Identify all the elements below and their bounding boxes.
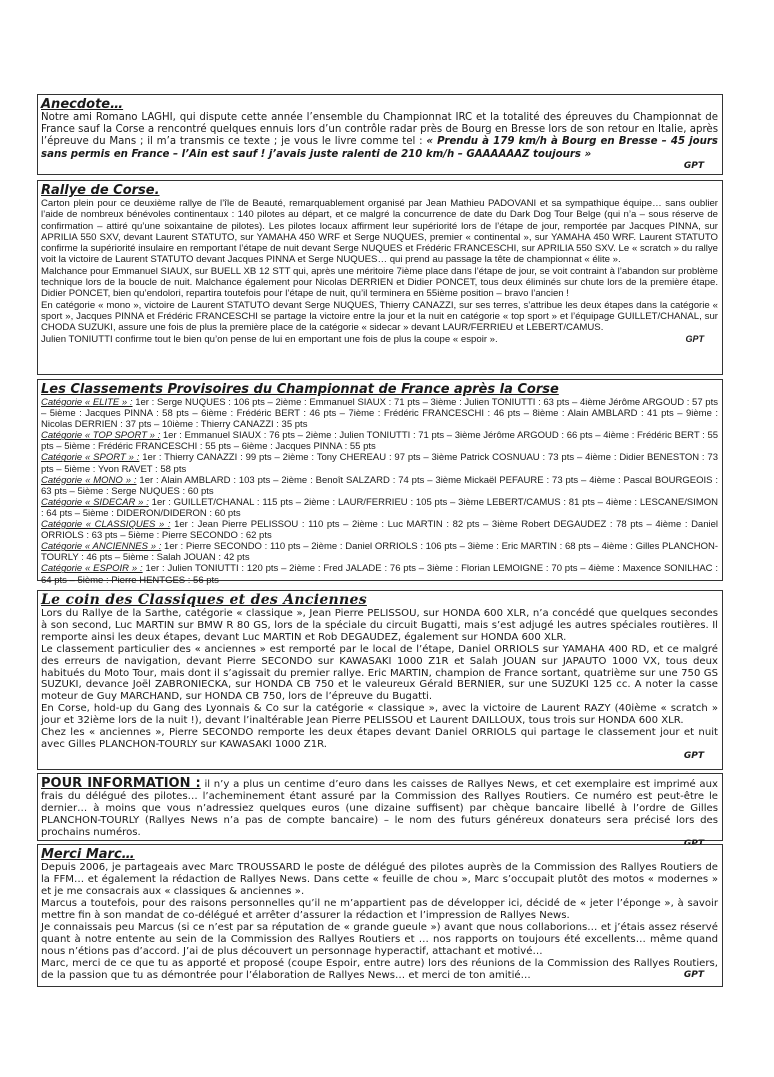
classement-row (41, 497, 718, 519)
classiques-title: Le coin des Classiques et des Anciennes (41, 592, 367, 608)
corse-signature: GPT (685, 333, 704, 344)
classement-row (41, 452, 718, 474)
classement-results: 1er : Pierre SECONDO : 110 pts – 2ième : Daniel ORRIOLS : 106 pts – 3ième : Eric MARTIN : 68 pts – 4ième : Gilles PLANCHON-TOURLY : 46 pts – 5ième : Salah JOUAN : 42 pts (41, 541, 719, 564)
classement-row (41, 430, 718, 452)
anecdote-signature: GPT (683, 160, 704, 171)
corse-title: Rallye de Corse. (41, 183, 160, 198)
merci-title: Merci Marc… (41, 847, 135, 862)
classements-section (37, 379, 723, 586)
corse-paragraph-1: Carton plein pour ce deuxième rallye de l’île de Beauté, remarquablement organisé par Jean Mathieu PADOVANI et sa sympathique équipe… sans oublier l’aide de nombreux bénévoles continentaux : 140 pilotes au départ, et ce malgré la concurrence de date du Dark Dog Tour Belge (qui n’a – sous réserve de confirmation – attiré qu’une soixantaine de pilotes). Les pilotes locaux affirment leur supériorité lors de l’étape de jour, remportée par Jacques PINNA, sur APRILIA 550 SXV, devant Laurent STATUTO, sur YAMAHA 450 WRF et Serge NUQUES, premier « continental », sur YAMAHA 450 WRF. Laurent STATUTO confirme la supériorité insulaire en remportant l’étape de nuit devant Serge NUQUES et Frédéric FRANCESCHI, sur APRILIA 550 SXV. Le « scratch » du rallye voit la victoire de Laurent STATUTO devant Jacques PINNA et Serge NUQUES… qui prend au passage la tête de championnat « élite ». (41, 198, 718, 266)
classement-category: Catégorie « ESPOIR » : (41, 563, 143, 575)
classement-results: 1er : Emmanuel SIAUX : 76 pts – 2ième : Julien TONIUTTI : 71 pts – 3ième Jérôme ARGOUD : 66 pts – 4ième : Frédéric BERT : 55 pts – 5ième : Frédéric FRANCESCHI : 55 pts – 6ième : Jacques PINNA : 55 pts (41, 430, 719, 453)
classiques-signature: GPT (683, 750, 704, 761)
classement-category: Catégorie « ANCIENNES » : (41, 541, 162, 553)
anecdote-text: Notre ami Romano LAGHI, qui dispute cette année l’ensemble du Championnat IRC et la totalité des épreuves du Championnat de France sauf la Corse a rencontré quelques ennuis lors d’un contrôle radar près de Bourg en Bresse lors de son retour en Italie, après l’épreuve du Mans ; il m’a transmis ce texte ; je vous le livre comme tel : (41, 112, 718, 148)
classements-list (41, 397, 718, 586)
classement-results: 1er : Julien TONIUTTI : 120 pts – 2ième : Fred JALADE : 76 pts – 3ième : Florian LEMOIGNE : 70 pts – 4ième : Maxence SONILHAC : 64 pts – 5ième : Pierre HENTGES : 56 pts (41, 563, 718, 586)
corse-paragraph-3: En catégorie « mono », victoire de Laurent STATUTO devant Serge NUQUES, Thierry CANAZZI, sur ses terres, s’attribue les deux étapes dans la catégorie « sport », Jacques PINNA et Frédéric FRANCESCHI se partage la victoire entre la jour et la nuit en catégorie « top sport » et l’équipage GUILLET/CHANAL, sur CHODA SUZUKI, assure une fois de plus la première place de la catégorie « sidecar » devant LAUR/FERRIEU et LEBERT/CAMUS. (41, 299, 718, 334)
corse-paragraph-2: Malchance pour Emmanuel SIAUX, sur BUELL XB 12 STT qui, après une méritoire 7ième place dans l’étape de jour, se voit contraint à l’abandon sur problème technique lors de la boucle de nuit. Malchance également pour Nicolas DERRIEN et Didier PONCET, tous deux éliminés sur chute lors de la première étape. Didier PONCET, bien qu’endolori, repartira toutefois pour l’étape de nuit, qu’il terminera en 55ième position – bravo l’ancien ! (41, 265, 718, 300)
classements-title: Les Classements Provisoires du Championnat de France après la Corse (41, 382, 559, 397)
classement-category: Catégorie « SPORT » : (41, 452, 140, 464)
anecdote-title: Anecdote… (41, 97, 124, 112)
classement-row (41, 519, 718, 541)
classement-row (41, 563, 718, 585)
classement-category: Catégorie « ELITE » : (41, 397, 133, 408)
classiques-paragraph-1: Lors du Rallye de la Sarthe, catégorie « classique », Jean Pierre PELISSOU, sur HONDA 600 XLR, n’a concédé que quelques secondes à son second, Luc MARTIN sur BMW R 80 GS, lors de la spéciale du circuit Bugatti, mais s’est adjugé les autres spéciales routières. Il remporte ainsi les deux étapes, devant Luc MARTIN et Rob DEGAUDEZ, également sur HONDA 600 XLR. (41, 608, 718, 643)
merci-paragraph-3: Je connaissais peu Marcus (si ce n’est par sa réputation de « grande gueule ») avant que nous collaborions… et j’étais assez réservé quant à notre entente au sein de la Commission des Rallyes Routiers et … nos rapports on toujours été excellents… même quand nous n’étions pas d’accord. J’ai de plus découvert un personnage hyperactif, attachant et motivé… (41, 922, 718, 957)
merci-paragraph-2: Marcus a toutefois, pour des raisons personnelles qu’il ne m’appartient pas de développer ici, décidé de « jeter l’éponge », à savoir mettre fin à son mandat de co-délégué et arrêter d’assurer la rédaction et l’impression de Rallyes News. (41, 898, 718, 921)
merci-signature: GPT (683, 970, 704, 980)
merci-paragraph-4: Marc, merci de ce que tu as apporté et proposé (coupe Espoir, entre autre) lors des réunions de la Commission des Rallyes Routiers, de la passion que tu as démontrée pour l’élaboration de Rallyes News… et merci de ton amitié… (41, 958, 718, 981)
anecdote-quote: « Prendu à 179 km/h à Bourg en Bresse – 45 jours sans permis en France – l’Ain est sauf ! j’avais juste ralenti de 210 km/h – GAAAAAAZ toujours » (41, 136, 718, 160)
classement-row (41, 397, 718, 430)
classement-category: Catégorie « SIDECAR » : (41, 496, 149, 508)
classement-row (41, 475, 718, 497)
information-title: POUR INFORMATION : (41, 776, 201, 791)
classement-results: 1er : Alain AMBLARD : 103 pts – 2ième : Benoît SALZARD : 74 pts – 3ième Mickaël PEFAURE : 73 pts – 4ième : Pascal BOURGEOIS : 63 pts – 5ième : Serge NUQUES : 60 pts (41, 474, 718, 497)
classement-results: 1er : Jean Pierre PELISSOU : 110 pts – 2ième : Luc MARTIN : 82 pts – 3ième Robert DEGAUDEZ : 78 pts – 4ième : Daniel ORRIOLS : 63 pts – 5ième : Pierre SECONDO : 62 pts (41, 519, 719, 542)
merci-section (37, 844, 723, 987)
information-text: il n’y a plus un centime d’euro dans les caisses de Rallyes News, et cet exemplaire est imprimé aux frais du délégué des pilotes… l’acheminement étant assuré par la Commission des Rallyes Routiers. Ce numéro est peut-être le dernier… à moins que vous n’adressiez quelques euros (une dizaine suffisent) par chèque bancaire libellé à l’ordre de Gilles PLANCHON-TOURLY (Rallyes News n’a pas de compte bancaire) – le nom des futurs généreux donateurs sera précisé lors des prochains numéros. (41, 779, 718, 838)
classiques-section (37, 590, 723, 770)
classement-row (41, 541, 718, 563)
merci-paragraph-1: Depuis 2006, je partageais avec Marc TROUSSARD le poste de délégué des pilotes auprès de la Commission des Rallyes Routiers de la FFM… et également la rédaction de Rallyes News. Dans cette « feuille de chou », Marc s’occupait plutôt des motos « modernes » et je me consacrais aux « classiques & anciennes ». (41, 862, 718, 897)
classiques-paragraph-2: Le classement particulier des « anciennes » est remporté par le local de l’étape, Daniel ORRIOLS sur YAMAHA 400 RD, et ce malgré des erreurs de navigation, devant Pierre SECONDO sur KAWASAKI 1000 Z1R et Salah JOUAN sur JAPAUTO 1000 VX, tous deux habitués du Moto Tour, mais dont il s’agissait du premier rallye. Eric MARTIN, champion de France sortant, quatrième sur une 750 GS SUZUKI, devance Joël ZABRONIECKA, sur HONDA CB 750 et le valeureux Gérald BERNIER, sur une SUZUKI 125 cc. A noter la casse moteur de Guy MARCHAND, sur HONDA CB 750, lors de l’épreuve du Bugatti. (41, 643, 718, 703)
classiques-paragraph-4: Chez les « anciennes », Pierre SECONDO remporte les deux étapes devant Daniel ORRIOLS qui partage le classement jour et nuit avec Gilles PLANCHON-TOURLY sur KAWASAKI 1000 Z1R. (41, 727, 718, 750)
classiques-paragraph-3: En Corse, hold-up du Gang des Lyonnais & Co sur la catégorie « classique », avec la victoire de Laurent RAZY (40ième « scratch » jour et 32ième lors de la nuit !), devant l’inaltérable Jean Pierre PELISSOU et Laurent DAILLOUX, tous trois sur HONDA 600 XLR. (41, 703, 718, 727)
classement-results: 1er : Serge NUQUES : 106 pts – 2ième : Emmanuel SIAUX : 71 pts – 3ième : Julien TONIUTTI : 63 pts – 4ième Jérôme ARGOUD : 57 pts – 5ième : Jacques PINNA : 58 pts – 6ième : Frédéric BERT : 46 pts – 7ième : Frédéric FRANCESCHI : 46 pts – 8ième : Alain AMBLARD : 41 pts – 9ième : Nicolas DERRIEN : 37 pts – 10ième : Thierry CANAZZI : 35 pts (41, 397, 718, 431)
corse-section (37, 180, 723, 375)
classement-category: Catégorie « TOP SPORT » : (41, 430, 161, 442)
classement-results: 1er : GUILLET/CHANAL : 115 pts – 2ième : LAUR/FERRIEU : 105 pts – 3ième LEBERT/CAMUS : 81 pts – 4ième : LESCANE/SIMON : 64 pts – 5ième : DIDERON/DIDERON : 60 pts (41, 496, 718, 519)
corse-paragraph-4: Julien TONIUTTI confirme tout le bien qu’on pense de lui en emportant une fois de plus la coupe « espoir ». (41, 333, 498, 345)
classement-results: 1er : Thierry CANAZZI : 99 pts – 2ième : Tony CHEREAU : 97 pts – 3ième Patrick COSNUAU : 73 pts – 4ième : Didier BENESTON : 73 pts – 5ième : Yvon RAVET : 58 pts (41, 452, 718, 475)
classement-category: Catégorie « CLASSIQUES » : (41, 519, 171, 531)
classement-category: Catégorie « MONO » : (41, 474, 137, 486)
information-section (37, 773, 723, 841)
anecdote-section (37, 94, 723, 175)
